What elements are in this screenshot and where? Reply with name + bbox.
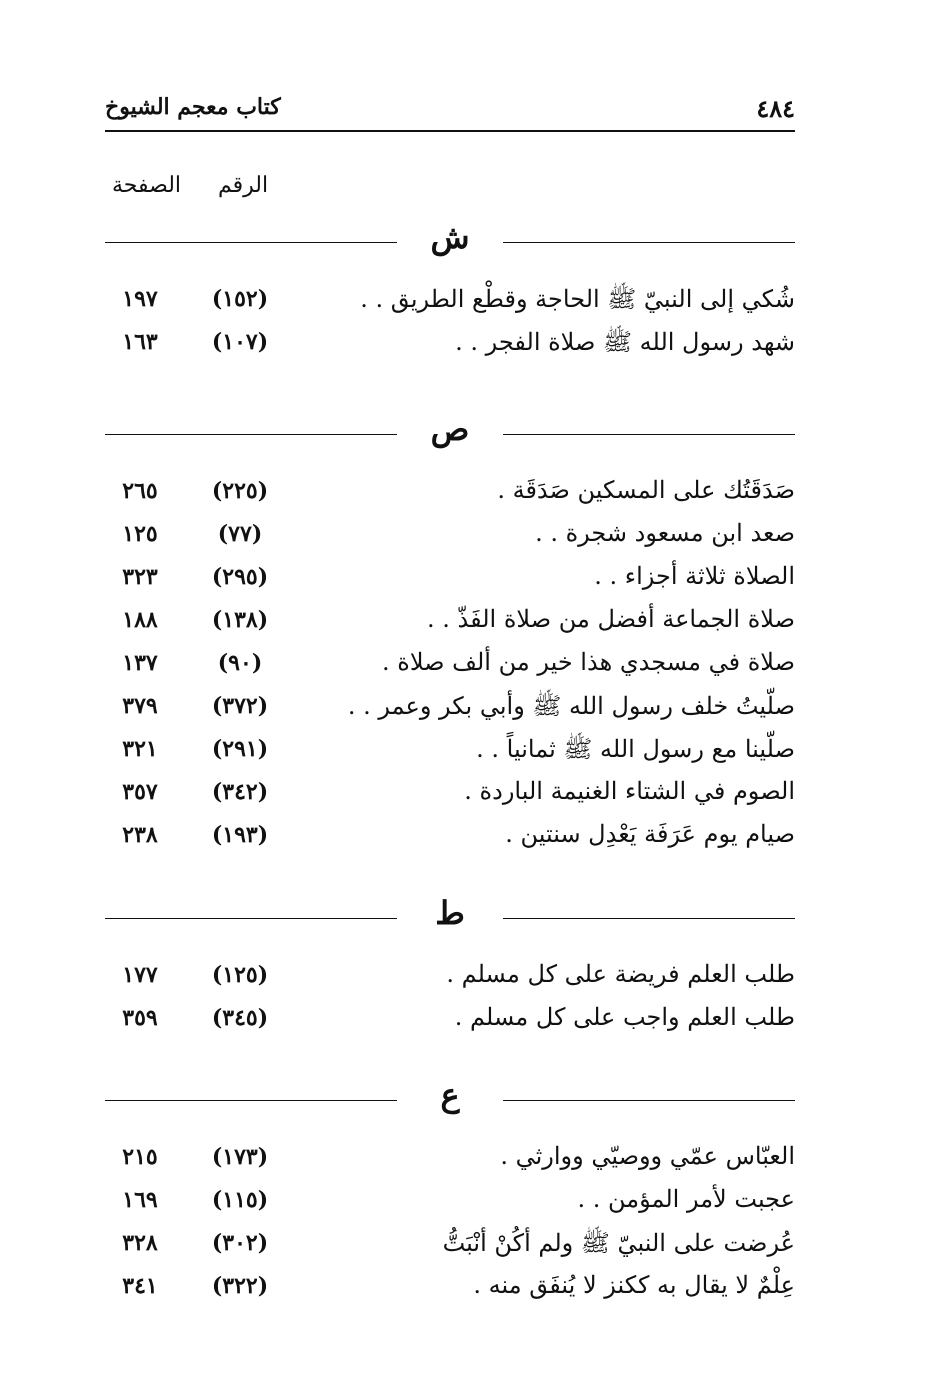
section-letter: ش (430, 218, 470, 256)
entry-page: ١٢٥ (122, 521, 158, 547)
entry-text: الصلاة ثلاثة أجزاء . . (594, 562, 795, 590)
section-letter: ص (430, 410, 470, 448)
entry-text: الصوم في الشتاء الغنيمة الباردة . (464, 777, 795, 805)
entry-number: (٩٠) (217, 650, 263, 676)
column-header-number: الرقم (218, 173, 269, 198)
entry-text: صلّينا مع رسول الله ﷺ ثمانياً . . (476, 735, 795, 763)
entry-page: ١٣٧ (122, 650, 158, 676)
section-letter: ع (440, 1076, 460, 1114)
entry-page: ٣٢١ (122, 736, 158, 762)
entry-page: ٣٢٣ (122, 564, 158, 590)
index-entry (105, 644, 795, 687)
entry-list (105, 280, 795, 366)
index-section (105, 894, 795, 1042)
entry-number: (١١٥) (211, 1187, 269, 1213)
section-heading (105, 218, 795, 262)
index-entry (105, 1138, 795, 1181)
entry-number: (١٥٢) (211, 286, 269, 312)
index-entry (105, 999, 795, 1042)
entry-page: ٢٣٨ (122, 822, 158, 848)
index-entry (105, 1181, 795, 1224)
index-entry (105, 687, 795, 730)
section-letter: ط (435, 894, 465, 932)
entry-text: عجبت لأمر المؤمن . . (577, 1185, 795, 1213)
entry-text: عُرضت على النبيّ ﷺ ولم أكُنْ أنْبَتُّ (442, 1229, 795, 1257)
entry-list (105, 472, 795, 859)
entry-page: ٣٤١ (122, 1273, 158, 1299)
entry-text: صلاة في مسجدي هذا خير من ألف صلاة . (381, 648, 795, 676)
entry-page: ٣٧٩ (122, 693, 158, 719)
entry-number: (١٧٣) (211, 1144, 269, 1170)
entry-page: ١٦٣ (122, 329, 158, 355)
entry-page: ١٩٧ (122, 286, 158, 312)
entry-number: (٣٤٥) (211, 1005, 269, 1031)
entry-text: طلب العلم فريضة على كل مسلم . (446, 960, 795, 988)
index-section (105, 410, 795, 859)
entry-number: (٢٩٥) (211, 564, 269, 590)
index-entry (105, 956, 795, 999)
entry-text: شُكي إلى النبيّ ﷺ الحاجة وقطْع الطريق . . (360, 285, 795, 313)
entry-list (105, 1138, 795, 1310)
entry-page: ٢١٥ (122, 1144, 158, 1170)
entry-number: (٢٩١) (211, 736, 269, 762)
index-entry (105, 1267, 795, 1310)
index-entry (105, 601, 795, 644)
index-entry (105, 816, 795, 859)
entry-page: ٣٥٧ (122, 779, 158, 805)
entry-page: ٣٢٨ (122, 1230, 158, 1256)
entry-text: صَدَقَتُك على المسكين صَدَقَة . (497, 476, 795, 504)
index-entry (105, 280, 795, 323)
entry-number: (١٩٣) (211, 822, 269, 848)
index-section (105, 1076, 795, 1310)
index-entry (105, 558, 795, 601)
entry-number: (١٠٧) (211, 329, 269, 355)
entry-page: ٣٥٩ (122, 1005, 158, 1031)
entry-number: (٣٢٢) (211, 1273, 269, 1299)
section-heading (105, 894, 795, 938)
entry-list (105, 956, 795, 1042)
entry-text: صعد ابن مسعود شجرة . . (535, 519, 795, 547)
index-entry (105, 515, 795, 558)
index-section (105, 218, 795, 366)
entry-text: صلّيتُ خلف رسول الله ﷺ وأبي بكر وعمر . . (347, 692, 795, 720)
column-header-page: الصفحة (112, 173, 182, 198)
section-heading (105, 410, 795, 454)
section-heading (105, 1076, 795, 1120)
index-entry (105, 472, 795, 515)
entry-number: (١٣٨) (211, 607, 269, 633)
entry-number: (٢٢٥) (211, 478, 269, 504)
entry-text: عِلْمٌ لا يقال به ككنز لا يُنفَق منه . (473, 1271, 795, 1299)
entry-page: ٢٦٥ (122, 478, 158, 504)
page-number: ٤٨٤ (756, 94, 795, 123)
entry-page: ١٦٩ (122, 1187, 158, 1213)
book-title: كتاب معجم الشيوخ (105, 94, 281, 120)
entry-number: (٧٧) (217, 521, 263, 547)
entry-number: (٣٧٢) (211, 693, 269, 719)
entry-page: ١٨٨ (122, 607, 158, 633)
entry-text: شهد رسول الله ﷺ صلاة الفجر . . (455, 328, 795, 356)
index-entry (105, 1224, 795, 1267)
index-entry (105, 323, 795, 366)
entry-page: ١٧٧ (122, 962, 158, 988)
entry-text: صلاة الجماعة أفضل من صلاة الفَذّ . . (426, 605, 795, 633)
page-header (105, 92, 795, 132)
entry-number: (٣٠٢) (211, 1230, 269, 1256)
entry-text: صيام يوم عَرَفَة يَعْدِل سنتين . (505, 820, 795, 848)
entry-text: العبّاس عمّي ووصيّي ووارثي . (500, 1142, 795, 1170)
entry-number: (١٢٥) (211, 962, 269, 988)
index-entry (105, 773, 795, 816)
entry-text: طلب العلم واجب على كل مسلم . (454, 1003, 795, 1031)
index-entry (105, 730, 795, 773)
entry-number: (٣٤٢) (211, 779, 269, 805)
